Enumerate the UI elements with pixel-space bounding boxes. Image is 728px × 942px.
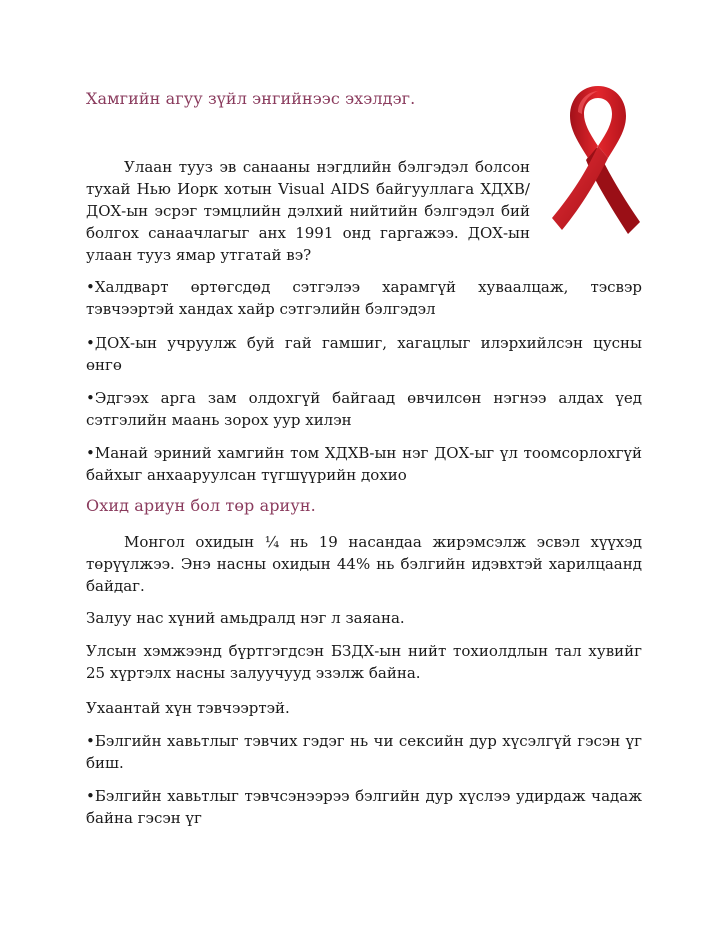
red-ribbon-icon [552,82,644,240]
bullet-love: •Халдварт өртөгсдөд сэтгэлээ харамгүй хуваалцаж, тэсвэр тэвчээртэй хандах хайр сэтгэлийн бэлгэдэл [86,278,642,318]
wise-paragraph: Ухаантай хүн тэвчээртэй. [86,699,290,717]
bullet-abstain: •Бэлгийн хавьтлыг тэвчих гэдэг нь чи сексийн дур хүсэлгүй гэсэн үг биш. [86,732,642,772]
bullet-anger: •Эдгээх арга зам олдохгүй байгаад өвчилсөн нэгнээ алдах үед сэтгэлийн маань зорох уур хилэн [86,389,642,429]
bullet-blood: •ДОХ-ын учруулж буй гай гамшиг, хагацлыг илэрхийлсэн цусны өнгө [86,334,642,374]
heading-simple-things: Хамгийн агуу зүйл энгийнээс эхэлдэг. [86,89,416,108]
heading-girls: Охид ариун бол төр ариун. [86,496,316,515]
youth-paragraph: Залуу нас хүний амьдралд нэг л заяана. [86,609,405,627]
stats-paragraph: Улсын хэмжээнд бүртгэгдсэн БЗДХ-ын нийт тохиолдлын тал хувийг 25 хүртэлх насны залуучууд эзэлж байна. [86,642,642,682]
bullet-control: •Бэлгийн хавьтлыг тэвчсэнээрээ бэлгийн дур хүслээ удирдаж чадаж байна гэсэн үг [86,787,642,827]
bullet-alarm: •Манай эриний хамгийн том ХДХВ-ын нэг ДОХ-ыг үл тоомсорлохгүй байхыг анхааруулсан түгшүүрийн дохио [86,444,642,484]
girls-paragraph: Монгол охидын ¼ нь 19 насандаа жирэмсэлж эсвэл хүүхэд төрүүлжээ. Энэ насны охидын 44% нь бэлгийн идэвхтэй харилцаанд байдаг. [86,533,642,595]
intro-paragraph: Улаан тууз эв санааны нэгдлийн бэлгэдэл болсон тухай Нью Иорк хотын Visual AIDS байгууллага ХДХВ/ДОХ-ын эсрэг тэмцлийн дэлхий нийтийн бэлгэдэл бий болгох санаачлагыг анх 1991 онд гаргажээ. ДОХ-ын улаан тууз ямар утгатай вэ? [86,158,530,264]
